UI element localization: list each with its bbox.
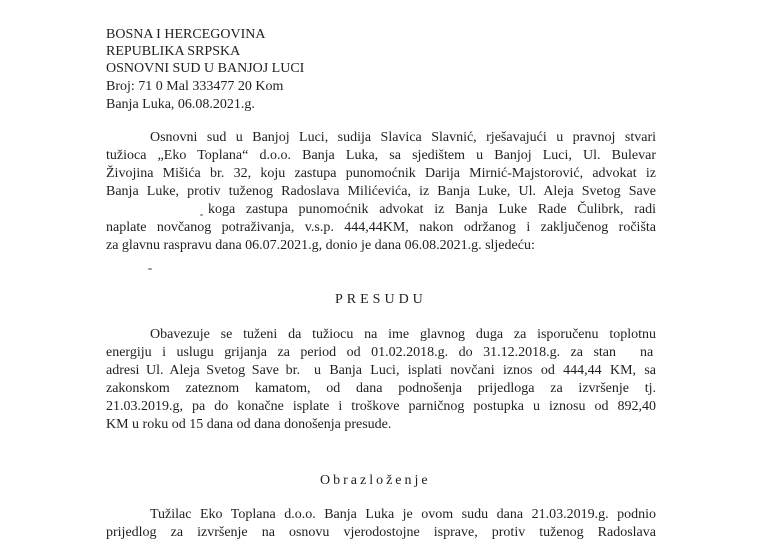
reasoning-line-1: Tužilac Eko Toplana d.o.o. Banja Luka je ovom sudu dana 21.03.2019.g. podnio (150, 507, 656, 522)
verdict-line-1: Obavezuje se tuženi da tužiocu na ime glavnog duga za isporučenu toplotnu (150, 327, 656, 342)
intro-line-2: tužioca „Eko Toplana“ d.o.o. Banja Luka, sa sjedištem u Banjoj Luci, Ul. Bulevar (106, 148, 656, 163)
header-place-date: Banja Luka, 06.08.2021.g. (106, 97, 255, 112)
scan-speck (148, 268, 152, 270)
header-court: OSNOVNI SUD U BANJOJ LUCI (106, 61, 305, 76)
header-entity: REPUBLIKA SRPSKA (106, 44, 241, 59)
intro-line-1: Osnovni sud u Banjoj Luci, sudija Slavica Slavnić, rješavajući u pravnoj stvari (150, 130, 656, 145)
verdict-title: PRESUDU (335, 292, 427, 307)
verdict-line-4: zakonskom zateznom kamatom, od dana podnošenja prijedloga za izvršenje tj. (106, 381, 656, 396)
intro-line-6: naplate novčanog potraživanja, v.s.p. 444,44KM, nakon održanog i zaključenog ročišta (106, 220, 656, 235)
intro-line-3: Živojina Mišića br. 32, koju zastupa punomoćnik Darija Mirnić-Majstorović, advokat iz (106, 166, 656, 181)
header-case-number: Broj: 71 0 Mal 333477 20 Kom (106, 79, 284, 94)
reasoning-line-2: prijedlog za izvršenje na osnovu vjerodostojne isprave, protiv tuženog Radoslava (106, 525, 656, 540)
verdict-line-5: 21.03.2019.g, pa do konačne isplate i troškove parničnog postupka u iznosu od 892,40 (106, 399, 656, 414)
scan-speck (200, 214, 203, 216)
header-country: BOSNA I HERCEGOVINA (106, 27, 266, 42)
intro-line-4: Banja Luke, protiv tuženog Radoslava Milićevića, iz Banja Luke, Ul. Aleja Svetog Save (106, 184, 656, 199)
intro-line-5: koga zastupa punomoćnik advokat iz Banja Luke Rade Čulibrk, radi (208, 202, 656, 217)
verdict-line-2a: energiju i uslugu grijanja za period od 01.02.2018.g. do 31.12.2018.g. za stan (106, 345, 616, 360)
intro-line-7: za glavnu raspravu dana 06.07.2021.g, donio je dana 06.08.2021.g. sljedeću: (106, 238, 535, 253)
verdict-line-3a: adresi Ul. Aleja Svetog Save br. (106, 363, 300, 378)
verdict-line-3b: u Banja Luci, isplati novčani iznos od 444,44 KM, sa (314, 363, 656, 378)
verdict-line-2b: na (640, 345, 654, 360)
reasoning-title: Obrazloženje (320, 473, 431, 488)
verdict-line-6: KM u roku od 15 dana od dana donošenja presude. (106, 417, 392, 432)
